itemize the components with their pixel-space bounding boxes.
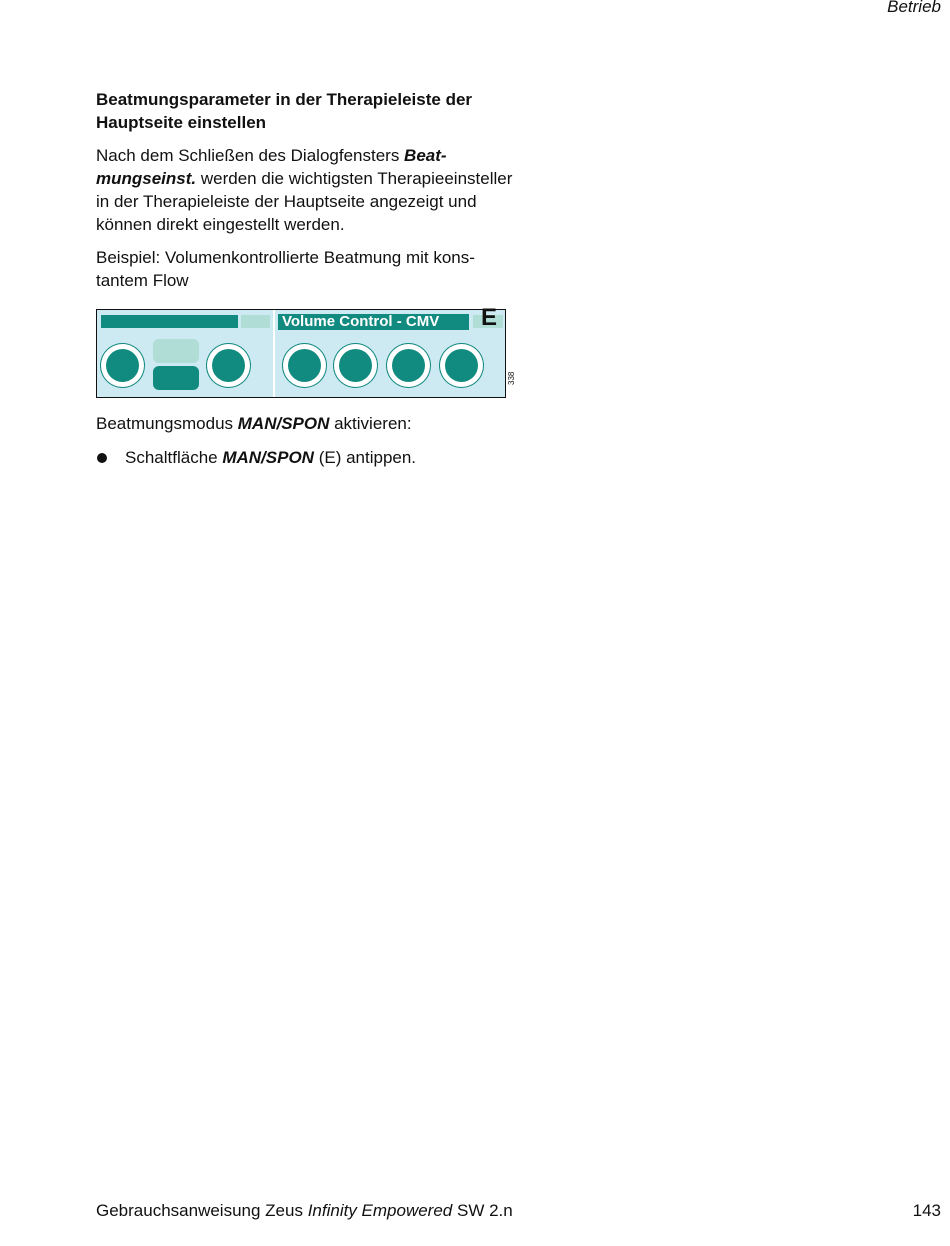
action-line xyxy=(96,412,536,435)
step-term: MAN/SPON xyxy=(222,448,314,467)
toggle-lower-button[interactable] xyxy=(153,366,199,390)
page-number: 143 xyxy=(912,1201,941,1220)
footer-pre: Gebrauchsanweisung Zeus xyxy=(96,1201,308,1220)
running-header-section: Betrieb xyxy=(887,0,941,16)
intro-post: werden die wichtigsten Therapieeinsteller in der Therapieleiste der Hauptseite angezeigt und können direkt eingestellt werden. xyxy=(96,169,513,234)
therapy-bar-figure xyxy=(96,304,506,398)
knob-icon[interactable] xyxy=(440,344,483,387)
step-text xyxy=(125,446,416,469)
callout-label: E xyxy=(481,304,498,331)
action-term: MAN/SPON xyxy=(237,414,330,433)
intro-paragraph xyxy=(96,144,516,236)
knob-icon[interactable] xyxy=(334,344,377,387)
figure-number: 338 xyxy=(507,371,516,385)
action-post: aktivieren: xyxy=(329,414,412,433)
footer-post: SW 2.n xyxy=(452,1201,513,1220)
action-pre: Beatmungsmodus xyxy=(96,414,238,433)
section-heading: Beatmungsparameter in der Therapieleiste der Hauptseite einstellen xyxy=(96,90,473,132)
left-header-bar xyxy=(101,315,238,328)
panel-divider xyxy=(273,310,275,397)
example-paragraph: Beispiel: Volumenkontrollierte Beatmung mit konstantem Flow xyxy=(96,248,475,290)
knob-icon[interactable] xyxy=(283,344,326,387)
footer-document-title xyxy=(96,1201,513,1221)
knob-icon[interactable] xyxy=(207,344,250,387)
content-column xyxy=(96,88,516,302)
footer-product: Infinity Empowered xyxy=(307,1201,453,1220)
knob-icon[interactable] xyxy=(387,344,430,387)
intro-pre: Nach dem Schließen des Dialogfensters xyxy=(96,146,405,165)
step-pre: Schaltfläche xyxy=(125,448,223,467)
knob-icon[interactable] xyxy=(101,344,144,387)
mode-title-bar[interactable]: Volume Control - CMV xyxy=(278,314,469,330)
bullet-icon xyxy=(97,453,107,463)
intro-term: Beatmungseinst. xyxy=(96,146,447,188)
left-header-pad xyxy=(241,315,270,328)
step-post: (E) antippen. xyxy=(313,448,417,467)
toggle-upper-button[interactable] xyxy=(153,339,199,363)
